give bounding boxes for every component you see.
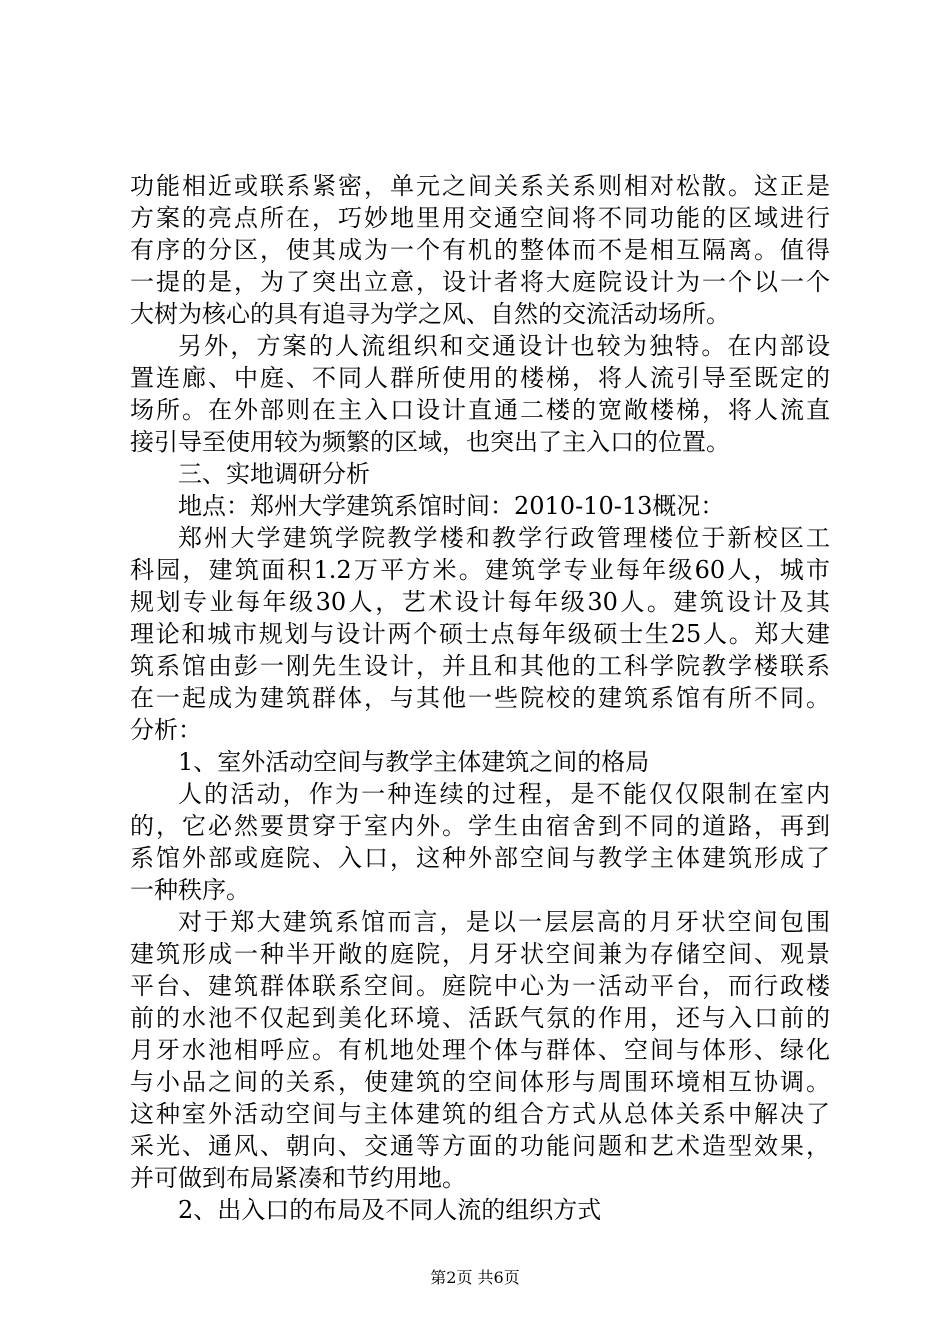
text-line: 地点：郑州大学建筑系馆时间：2010-10-13概况：: [178, 492, 725, 520]
text-line: 置连廊、中庭、不同人群所使用的楼梯，将人流引导至既定的: [130, 364, 830, 392]
text-line: 另外，方案的人流组织和交通设计也较为独特。在内部设: [178, 332, 830, 360]
text-line: 人的活动，作为一种连续的过程，是不能仅仅限制在室内: [178, 780, 830, 808]
text-line: 对于郑大建筑系馆而言，是以一层层高的月牙状空间包围: [178, 908, 830, 936]
text-line: 前的水池不仅起到美化环境、活跃气氛的作用，还与入口前的: [130, 1004, 830, 1032]
text-line: 理论和城市规划与设计两个硕士点每年级硕士生25人。郑大建: [130, 620, 830, 648]
text-line: 系馆外部或庭院、入口，这种外部空间与教学主体建筑形成了: [130, 844, 830, 872]
text-line: 场所。在外部则在主入口设计直通二楼的宽敞楼梯，将人流直: [130, 396, 830, 424]
text-line: 规划专业每年级30人，艺术设计每年级30人。建筑设计及其: [130, 588, 830, 616]
text-line: 功能相近或联系紧密，单元之间关系关系则相对松散。这正是: [130, 172, 830, 200]
text-line: 与小品之间的关系，使建筑的空间体形与周围环境相互协调。: [130, 1068, 830, 1096]
text-line: 科园，建筑面积1.2万平方米。建筑学专业每年级60人，城市: [130, 556, 830, 584]
body-text: [130, 170, 830, 1226]
text-line: 1、室外活动空间与教学主体建筑之间的格局: [178, 748, 650, 776]
text-line: 方案的亮点所在，巧妙地里用交通空间将不同功能的区域进行: [130, 204, 830, 232]
text-line: 分析：: [130, 716, 202, 744]
text-line: 采光、通风、朝向、交通等方面的功能问题和艺术造型效果，: [130, 1132, 830, 1160]
page-footer: 第2页 共6页: [430, 1268, 520, 1287]
text-line: 这种室外活动空间与主体建筑的组合方式从总体关系中解决了: [130, 1100, 830, 1128]
text-line: 一种秩序。: [130, 876, 250, 904]
text-line: 并可做到布局紧凑和节约用地。: [130, 1164, 466, 1192]
text-line: 接引导至使用较为频繁的区域，也突出了主入口的位置。: [130, 428, 730, 456]
text-line: 平台、建筑群体联系空间。庭院中心为一活动平台，而行政楼: [130, 972, 830, 1000]
text-line: 一提的是，为了突出立意，设计者将大庭院设计为一个以一个: [130, 268, 830, 296]
text-line: 2、出入口的布局及不同人流的组织方式: [178, 1196, 602, 1224]
text-line: 的，它必然要贯穿于室内外。学生由宿舍到不同的道路，再到: [130, 812, 830, 840]
text-line: 月牙水池相呼应。有机地处理个体与群体、空间与体形、绿化: [130, 1036, 830, 1064]
text-line: 郑州大学建筑学院教学楼和教学行政管理楼位于新校区工: [178, 524, 830, 552]
text-line: 大树为核心的具有追寻为学之风、自然的交流活动场所。: [130, 300, 730, 328]
text-line: 建筑形成一种半开敞的庭院，月牙状空间兼为存储空间、观景: [130, 940, 830, 968]
text-line: 在一起成为建筑群体，与其他一些院校的建筑系馆有所不同。: [130, 684, 830, 712]
text-line: 有序的分区，使其成为一个有机的整体而不是相互隔离。值得: [130, 236, 830, 264]
text-line: 筑系馆由彭一刚先生设计，并且和其他的工科学院教学楼联系: [130, 652, 830, 680]
text-line: 三、实地调研分析: [178, 460, 370, 488]
